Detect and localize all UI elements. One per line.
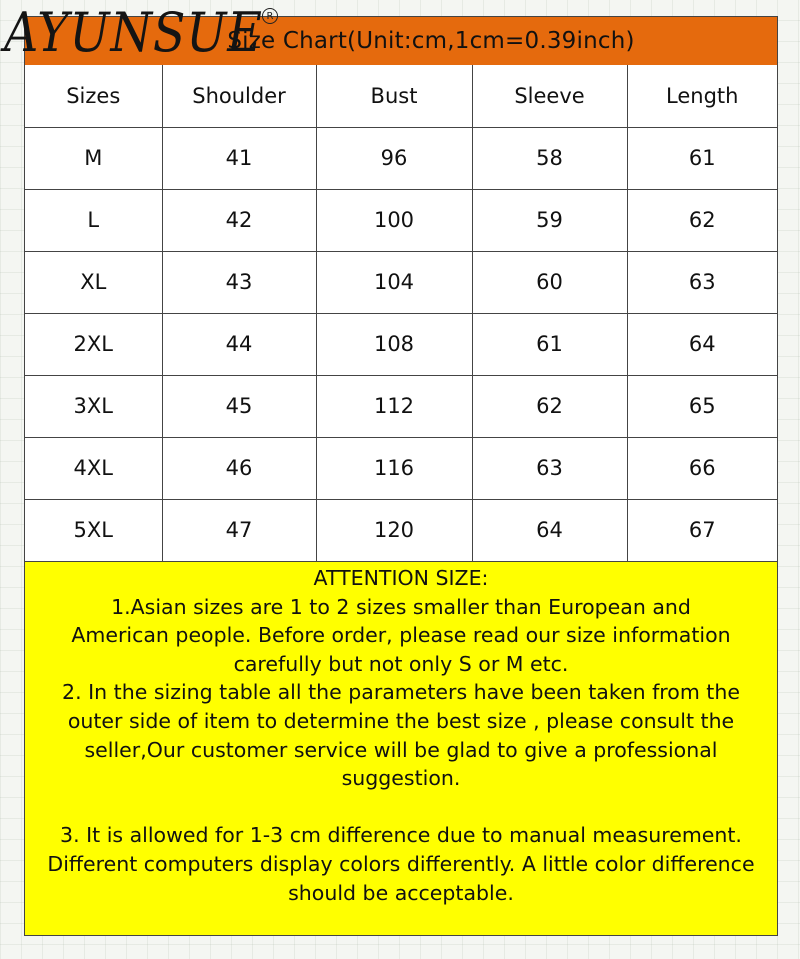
size-cell: 5XL [25,499,162,561]
size-chart [24,16,778,936]
column-header-sizes: Sizes [25,65,162,127]
shoulder-cell: 47 [162,499,316,561]
shoulder-cell: 43 [162,251,316,313]
bust-cell: 116 [316,437,472,499]
column-header-shoulder: Shoulder [162,65,316,127]
column-header-bust: Bust [316,65,472,127]
bust-cell: 100 [316,189,472,251]
length-cell: 62 [627,189,777,251]
bust-cell: 96 [316,127,472,189]
sleeve-cell: 59 [472,189,627,251]
table-row [25,375,777,437]
size-cell: L [25,189,162,251]
table-header-row [25,65,777,127]
attention-note-3: 3. It is allowed for 1-3 cm difference due to manual measurement. Different computers display colors differently. A little color difference should be acceptable. [47,823,755,905]
table-row [25,437,777,499]
size-cell: 4XL [25,437,162,499]
length-cell: 66 [627,437,777,499]
sleeve-cell: 60 [472,251,627,313]
size-cell: 3XL [25,375,162,437]
sleeve-cell: 63 [472,437,627,499]
registered-trademark-icon: R [262,8,278,24]
length-cell: 63 [627,251,777,313]
shoulder-cell: 41 [162,127,316,189]
length-cell: 65 [627,375,777,437]
sleeve-cell: 61 [472,313,627,375]
sleeve-cell: 58 [472,127,627,189]
attention-note-1: 1.Asian sizes are 1 to 2 sizes smaller than European and American people. Before order, please read our size information carefully but not only S or M etc. [71,594,731,676]
bust-cell: 120 [316,499,472,561]
size-table [25,65,777,562]
attention-notice [25,561,777,935]
sleeve-cell: 62 [472,375,627,437]
attention-heading: ATTENTION SIZE: [313,566,489,590]
sleeve-cell: 64 [472,499,627,561]
length-cell: 61 [627,127,777,189]
table-row [25,251,777,313]
length-cell: 64 [627,313,777,375]
brand-logo: AYUNSUE [4,1,263,64]
length-cell: 67 [627,499,777,561]
attention-note-2: 2. In the sizing table all the parameters have been taken from the outer side of item to determine the best size , please consult the seller,Our customer service will be glad to give a professional suggestion. [62,680,740,791]
shoulder-cell: 42 [162,189,316,251]
size-cell: 2XL [25,313,162,375]
table-row [25,499,777,561]
shoulder-cell: 46 [162,437,316,499]
column-header-length: Length [627,65,777,127]
column-header-sleeve: Sleeve [472,65,627,127]
size-cell: XL [25,251,162,313]
size-cell: M [25,127,162,189]
bust-cell: 108 [316,313,472,375]
bust-cell: 112 [316,375,472,437]
table-row [25,189,777,251]
shoulder-cell: 45 [162,375,316,437]
table-row [25,127,777,189]
table-row [25,313,777,375]
notice-spacer [25,793,777,822]
shoulder-cell: 44 [162,313,316,375]
bust-cell: 104 [316,251,472,313]
size-chart-title: Size Chart(Unit:cm,1cm=0.39inch) [227,28,635,54]
